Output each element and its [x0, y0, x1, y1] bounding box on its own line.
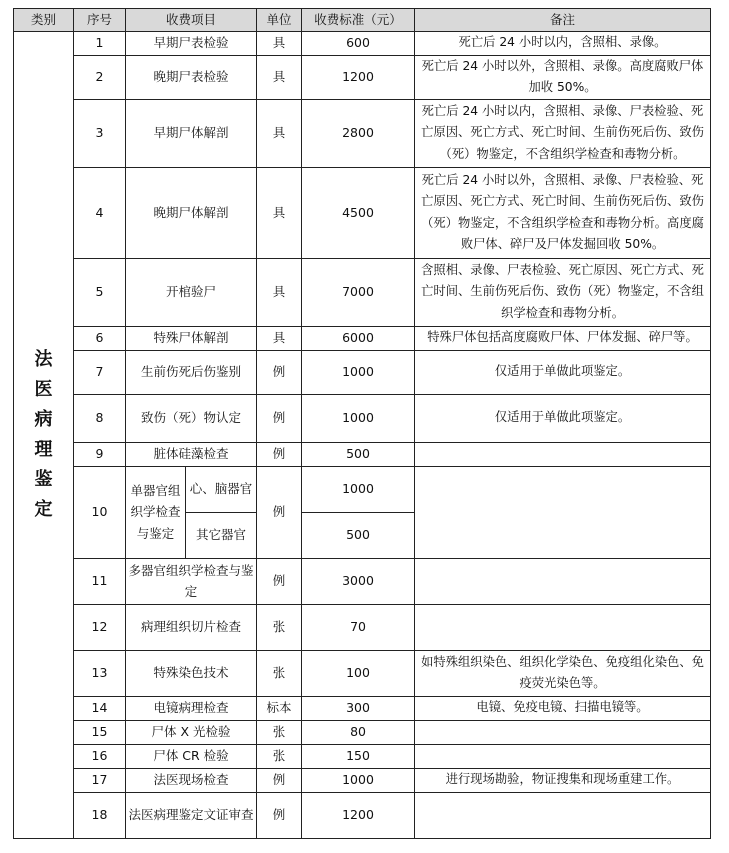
row-fee: 1200: [302, 792, 415, 838]
row-fee: 4500: [302, 167, 415, 258]
row-item: 生前伤死后伤鉴别: [126, 350, 257, 394]
category-char: 定: [34, 498, 53, 520]
row-unit: 例: [257, 768, 302, 792]
table-row: [14, 394, 711, 442]
row-no: 4: [74, 167, 126, 258]
category-cell: [14, 31, 74, 838]
row-no: 16: [74, 744, 126, 768]
row-unit: 例: [257, 350, 302, 394]
row-unit: 具: [257, 326, 302, 350]
row-no: 1: [74, 31, 126, 55]
row-note: [415, 604, 711, 650]
row-unit: 具: [257, 99, 302, 167]
row-note: 仅适用于单做此项鉴定。: [415, 394, 711, 442]
row-unit: 具: [257, 258, 302, 326]
row-fee: 150: [302, 744, 415, 768]
header-category: 类别: [14, 9, 74, 32]
table-row: [14, 31, 711, 55]
row-item: 早期尸表检验: [126, 31, 257, 55]
header-unit: 单位: [257, 9, 302, 32]
header-no: 序号: [74, 9, 126, 32]
row-note: 进行现场勘验，物证搜集和现场重建工作。: [415, 768, 711, 792]
table-row: [14, 99, 711, 167]
row-no: 11: [74, 558, 126, 604]
row-note: [415, 442, 711, 466]
row-note: 仅适用于单做此项鉴定。: [415, 350, 711, 394]
row-note: [415, 720, 711, 744]
row-fee: 2800: [302, 99, 415, 167]
row-unit: 张: [257, 604, 302, 650]
row-item: 多器官组织学检查与鉴定: [126, 558, 257, 604]
row-no: 12: [74, 604, 126, 650]
table-row: [14, 55, 711, 99]
row-unit: 标本: [257, 696, 302, 720]
row-note: [415, 558, 711, 604]
row-unit: 例: [257, 558, 302, 604]
row-no: 15: [74, 720, 126, 744]
header-item: 收费项目: [126, 9, 257, 32]
row-item: 致伤（死）物认定: [126, 394, 257, 442]
table-row: [14, 442, 711, 466]
row-no: 2: [74, 55, 126, 99]
row-unit: 具: [257, 167, 302, 258]
table-row: [14, 744, 711, 768]
row-item: 尸体 CR 检验: [126, 744, 257, 768]
row-fee: 3000: [302, 558, 415, 604]
row-note: [415, 792, 711, 838]
row-note: 特殊尸体包括高度腐败尸体、尸体发掘、碎尸等。: [415, 326, 711, 350]
row-subitem: 心、脑器官: [186, 466, 257, 512]
row-note: 死亡后 24 小时以外，含照相、录像、尸表检验、死亡原因、死亡方式、死亡时间、生前伤死后伤、致伤（死）物鉴定，不含组织学检查和毒物分析。高度腐败尸体、碎尸及尸体发掘回收 50%。: [415, 167, 711, 258]
row-note: 死亡后 24 小时以内，含照相、录像、尸表检验、死亡原因、死亡方式、死亡时间、生前伤死后伤、致伤（死）物鉴定，不含组织学检查和毒物分析。: [415, 99, 711, 167]
row-item: 开棺验尸: [126, 258, 257, 326]
row-no: 13: [74, 650, 126, 696]
row-note: 如特殊组织染色、组织化学染色、免疫组化染色、免疫荧光染色等。: [415, 650, 711, 696]
row-unit: 例: [257, 466, 302, 558]
row-item: 晚期尸表检验: [126, 55, 257, 99]
row-unit: 张: [257, 720, 302, 744]
row-item: 脏体硅藻检查: [126, 442, 257, 466]
row-no: 6: [74, 326, 126, 350]
row-item: 单器官组织学检查与鉴定: [126, 466, 186, 558]
row-no: 9: [74, 442, 126, 466]
header-row: [14, 9, 711, 32]
row-note: [415, 744, 711, 768]
row-no: 8: [74, 394, 126, 442]
row-unit: 具: [257, 55, 302, 99]
row-unit: 例: [257, 792, 302, 838]
row-fee: 300: [302, 696, 415, 720]
row-item: 法医现场检查: [126, 768, 257, 792]
table-row: [14, 258, 711, 326]
table-row: [14, 167, 711, 258]
table-row: [14, 326, 711, 350]
row-item: 尸体 X 光检验: [126, 720, 257, 744]
row-subitem: 其它器官: [186, 512, 257, 558]
row-note: 死亡后 24 小时以内，含照相、录像。: [415, 31, 711, 55]
table-row: [14, 466, 711, 512]
row-unit: 例: [257, 394, 302, 442]
row-no: 14: [74, 696, 126, 720]
table-row: [14, 768, 711, 792]
fee-table: [13, 8, 711, 839]
table-row: [14, 720, 711, 744]
row-fee: 500: [302, 512, 415, 558]
row-unit: 张: [257, 744, 302, 768]
table-row: [14, 350, 711, 394]
row-item: 早期尸体解剖: [126, 99, 257, 167]
row-fee: 1000: [302, 394, 415, 442]
row-fee: 6000: [302, 326, 415, 350]
table-row: [14, 650, 711, 696]
category-char: 医: [34, 378, 53, 400]
row-no: 10: [74, 466, 126, 558]
row-fee: 1000: [302, 466, 415, 512]
category-char: 法: [34, 348, 53, 370]
table-row: [14, 696, 711, 720]
row-no: 5: [74, 258, 126, 326]
row-item: 特殊染色技术: [126, 650, 257, 696]
row-fee: 1000: [302, 768, 415, 792]
row-unit: 具: [257, 31, 302, 55]
row-fee: 600: [302, 31, 415, 55]
row-fee: 70: [302, 604, 415, 650]
row-fee: 1200: [302, 55, 415, 99]
row-note: 电镜、免疫电镜、扫描电镜等。: [415, 696, 711, 720]
row-no: 3: [74, 99, 126, 167]
table-row: [14, 558, 711, 604]
row-fee: 500: [302, 442, 415, 466]
row-unit: 张: [257, 650, 302, 696]
category-char: 病: [34, 408, 53, 430]
row-fee: 100: [302, 650, 415, 696]
row-no: 7: [74, 350, 126, 394]
row-note: 含照相、录像、尸表检验、死亡原因、死亡方式、死亡时间、生前伤死后伤、致伤（死）物鉴定，不含组织学检查和毒物分析。: [415, 258, 711, 326]
row-fee: 1000: [302, 350, 415, 394]
row-item: 晚期尸体解剖: [126, 167, 257, 258]
row-item: 法医病理鉴定文证审查: [126, 792, 257, 838]
table-row: [14, 792, 711, 838]
row-note: 死亡后 24 小时以外，含照相、录像。高度腐败尸体加收 50%。: [415, 55, 711, 99]
row-no: 18: [74, 792, 126, 838]
row-item: 病理组织切片检查: [126, 604, 257, 650]
table-row: [14, 604, 711, 650]
header-note: 备注: [415, 9, 711, 32]
row-fee: 7000: [302, 258, 415, 326]
category-char: 鉴: [34, 468, 53, 490]
header-fee: 收费标准（元）: [302, 9, 415, 32]
row-fee: 80: [302, 720, 415, 744]
row-item: 电镜病理检查: [126, 696, 257, 720]
row-unit: 例: [257, 442, 302, 466]
row-note: [415, 466, 711, 558]
row-item: 特殊尸体解剖: [126, 326, 257, 350]
category-char: 理: [34, 438, 53, 460]
row-no: 17: [74, 768, 126, 792]
